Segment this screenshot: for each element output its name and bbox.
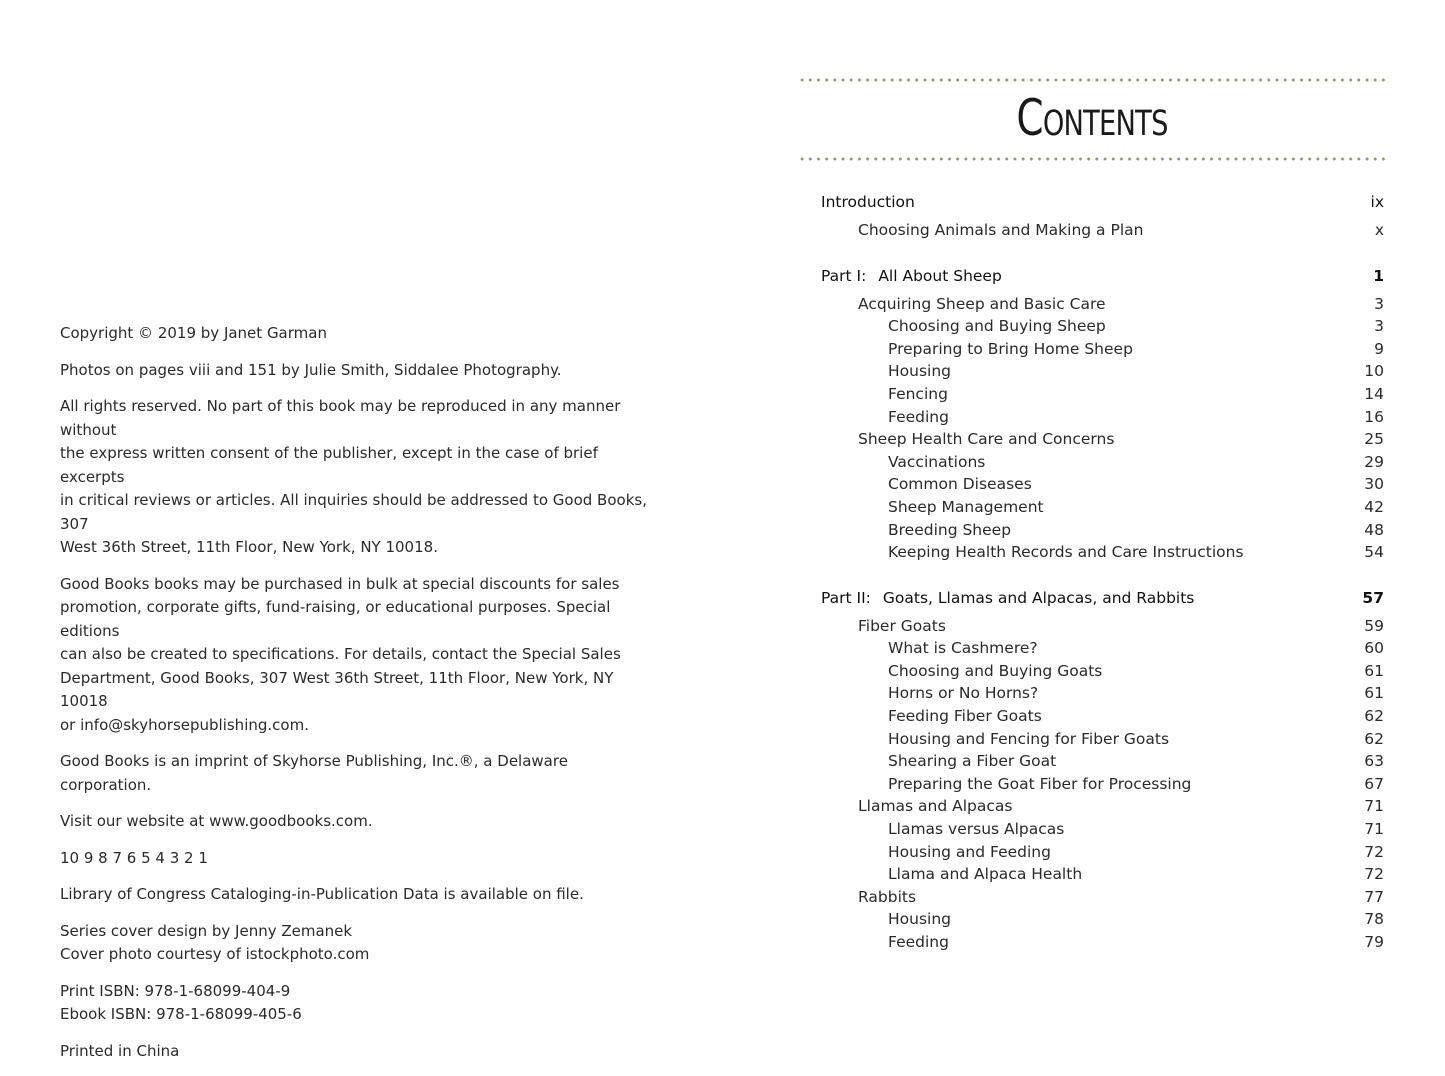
toc-entry-title [888,383,948,405]
toc-entry-title [888,473,1032,495]
copyright-line: Library of Congress Cataloging-in-Publication Data is available on file. [60,885,584,903]
toc-entry-title-text: Shearing a Fiber Goat [888,752,1057,770]
toc-entry-title-text: Housing [888,362,952,380]
toc-entry-title [888,931,949,953]
toc-section-entry [720,496,1386,518]
toc-section-entry [720,773,1386,795]
toc-entry-title [888,908,951,930]
toc-section-entry [720,750,1386,772]
toc-entry-title-text: Feeding [888,408,949,426]
copyright-line: Print ISBN: 978-1-68099-404-9 [60,981,291,1000]
toc-section-entry [720,682,1386,704]
toc-entry-title-text: Breeding Sheep [888,521,1012,539]
toc-page-number: 10 [1364,362,1384,380]
copyright-paragraph [60,883,660,907]
copyright-line: Ebook ISBN: 978-1-68099-405-6 [60,1005,302,1023]
toc-entry-title [888,637,1038,659]
toc-entry-title-text: Introduction [821,193,915,211]
toc-entry-title [888,863,1082,885]
toc-entry-title-text: Sheep Management [888,498,1044,516]
toc-page-number: x [1374,221,1384,239]
toc-entry-title [888,541,1244,563]
toc-entry-title-text: Feeding Fiber Goats [888,707,1042,725]
toc-page-number: 79 [1364,933,1384,951]
toc-entry-title [858,293,1106,315]
toc-section-entry [720,338,1386,360]
toc-entry-title [821,587,1194,609]
toc-entry-title-text: Keeping Health Records and Care Instructions [888,543,1244,561]
toc-section-entry [720,705,1386,727]
toc-page-number: 61 [1364,684,1384,702]
toc-section-entry [720,931,1386,953]
toc-entry-title-text: Fencing [888,385,948,403]
toc-section-entry [720,519,1386,541]
copyright-line: can also be created to specifications. For details, contact the Special Sales [60,645,621,663]
copyright-line: Cover photo courtesy of istockphoto.com [60,945,370,963]
copyright-paragraph [60,750,660,797]
toc-entry-title [821,191,915,213]
toc-entry-title [888,519,1011,541]
toc-entry-title-text: Vaccinations [888,453,986,471]
toc-page-number: 25 [1364,430,1384,448]
toc-page-number: 9 [1374,340,1384,358]
toc-entry-title-text: Preparing the Goat Fiber for Processing [888,775,1192,793]
toc-chapter-entry [720,219,1386,241]
toc-part-entry [720,191,1386,213]
copyright-line: promotion, corporate gifts, fund-raising, or educational purposes. Special editions [60,598,611,640]
dotted-rule-bottom [798,157,1386,161]
toc-page-number: 57 [1362,589,1384,607]
toc-page-number: 1 [1373,267,1384,285]
toc-page-number: 71 [1364,820,1384,838]
toc-section-entry [720,406,1386,428]
toc-entry-title [888,660,1102,682]
toc-page-number: 62 [1364,730,1384,748]
toc-part-entry [720,587,1386,609]
toc-entry-title [888,682,1038,704]
dotted-rule-top [798,78,1386,82]
toc-entry-title-text: Fiber Goats [858,617,946,635]
toc-part-entry [720,265,1386,287]
toc-page-number: 77 [1364,888,1384,906]
copyright-paragraph [60,322,660,346]
toc-entry-title-text: Choosing and Buying Sheep [888,317,1106,335]
toc-section-entry [720,383,1386,405]
copyright-paragraph [60,359,660,383]
toc-entry-title-text: What is Cashmere? [888,639,1038,657]
toc-entry-title-text: Housing [888,910,952,928]
toc-entry-title-text: Horns or No Horns? [888,684,1039,702]
copyright-paragraph [60,847,660,871]
toc-chapter-entry [720,615,1386,637]
toc-chapter-entry [720,428,1386,450]
toc-page-number: 16 [1364,408,1384,426]
toc-chapter-entry [720,293,1386,315]
copyright-line: 10 9 8 7 6 5 4 3 2 1 [60,848,208,867]
toc-page-number: 60 [1364,639,1384,657]
toc-page-number: 71 [1364,797,1384,815]
copyright-line: or info@skyhorsepublishing.com. [60,715,309,734]
copyright-paragraph [60,1040,660,1064]
toc-section-entry [720,473,1386,495]
toc-page-number: 72 [1364,843,1384,861]
toc-entry-title-text: Housing and Feeding [888,843,1051,861]
toc-page-number: 29 [1364,453,1384,471]
contents-page [720,0,1445,1024]
toc-page-number: 14 [1364,385,1384,403]
toc-entry-title [888,496,1044,518]
copyright-line: Series cover design by Jenny Zemanek [60,921,353,940]
toc-page-number: 48 [1364,521,1384,539]
toc-entry-title [858,795,1012,817]
toc-page-number: 3 [1374,317,1384,335]
toc-entry-title [888,818,1064,840]
copyright-page [0,0,720,1060]
toc-entry-title [888,750,1056,772]
toc-entry-title [858,615,946,637]
toc-entry-title-text: Acquiring Sheep and Basic Care [858,295,1106,313]
toc-entry-title [888,406,949,428]
toc-entry-title [821,265,1002,287]
toc-entry-title-text: Llama and Alpaca Health [888,865,1083,883]
toc-part-label: Part II: [821,589,871,607]
toc-entry-title [888,773,1191,795]
toc-section-entry [720,541,1386,563]
toc-entry-title [858,886,916,908]
toc-entry-title [888,315,1106,337]
toc-section-entry [720,818,1386,840]
toc-page-number: 63 [1364,752,1384,770]
toc-entry-title-text: Goats, Llamas and Alpacas, and Rabbits [882,589,1195,607]
toc-chapter-entry [720,795,1386,817]
copyright-line: Visit our website at www.goodbooks.com. [60,812,373,830]
toc-entry-title [888,338,1133,360]
toc-section-entry [720,728,1386,750]
toc-section-entry [720,660,1386,682]
toc-page-number: 59 [1364,617,1384,635]
toc-page-number: 62 [1364,707,1384,725]
toc-page-number: 61 [1364,662,1384,680]
copyright-text-block [60,322,660,1076]
copyright-line: Printed in China [60,1041,180,1060]
toc-page-number: 42 [1364,498,1384,516]
copyright-line: Photos on pages viii and 151 by Julie Smith, Siddalee Photography. [60,360,562,379]
toc-section-entry [720,841,1386,863]
toc-entry-title-text: Sheep Health Care and Concerns [858,430,1115,448]
toc-page-number: 67 [1364,775,1384,793]
toc-entry-title-text: Llamas versus Alpacas [888,820,1065,838]
toc-page-number: 3 [1374,295,1384,313]
toc-section-entry [720,637,1386,659]
toc-entry-title-text: Common Diseases [888,475,1032,493]
toc-entry-title [888,728,1169,750]
toc-page-number: 30 [1364,475,1384,493]
copyright-paragraph [60,573,660,738]
toc-page-number: 54 [1364,543,1384,561]
copyright-paragraph [60,980,660,1027]
toc-section-entry [720,315,1386,337]
toc-entry-title-text: All About Sheep [878,267,1002,285]
toc-page-number: ix [1370,193,1384,211]
toc-part-label: Part I: [821,267,867,285]
toc-entry-title [888,841,1051,863]
toc-chapter-entry [720,886,1386,908]
toc-entry-title [858,428,1114,450]
toc-entry-title-text: Choosing Animals and Making a Plan [858,221,1144,239]
copyright-paragraph [60,810,660,834]
toc-section-entry [720,863,1386,885]
toc-entry-title [888,360,951,382]
toc-page-number: 78 [1364,910,1384,928]
toc-entry-title [858,219,1143,241]
copyright-paragraph [60,395,660,560]
toc-section-entry [720,908,1386,930]
copyright-line: Department, Good Books, 307 West 36th Street, 11th Floor, New York, NY 10018 [60,668,614,710]
toc-entry-title-text: Preparing to Bring Home Sheep [888,340,1133,358]
toc-entry-title-text: Choosing and Buying Goats [888,662,1103,680]
copyright-line: All rights reserved. No part of this book may be reproduced in any manner without [60,397,621,439]
toc-entry-title-text: Feeding [888,933,949,951]
toc-page-number: 72 [1364,865,1384,883]
toc-entry-title [888,451,985,473]
copyright-line: Copyright © 2019 by Janet Garman [60,324,327,342]
copyright-line: Good Books books may be purchased in bulk at special discounts for sales [60,574,620,593]
copyright-line: the express written consent of the publisher, except in the case of brief excerpts [60,444,598,486]
contents-title: Contents [1016,89,1168,147]
copyright-line: Good Books is an imprint of Skyhorse Publishing, Inc.®, a Delaware corporation. [60,752,568,794]
toc-entry-title-text: Rabbits [858,888,917,906]
toc-entry-title-text: Llamas and Alpacas [858,797,1013,815]
copyright-paragraph [60,920,660,967]
toc-entry-title-text: Housing and Fencing for Fiber Goats [888,730,1170,748]
toc-entry-title [888,705,1042,727]
copyright-line: West 36th Street, 11th Floor, New York, NY 10018. [60,538,438,556]
copyright-line: in critical reviews or articles. All inquiries should be addressed to Good Books, 307 [60,491,647,533]
toc-section-entry [720,451,1386,473]
toc-section-entry [720,360,1386,382]
